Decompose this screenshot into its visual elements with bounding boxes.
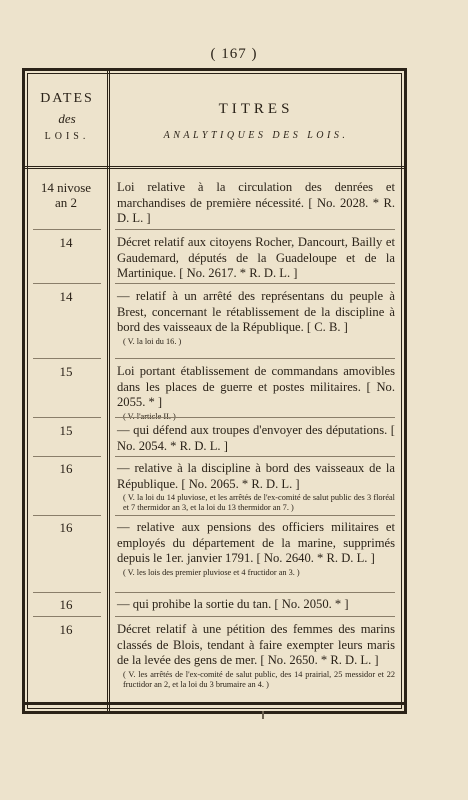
dates-header-line3: LOIS. — [44, 131, 90, 142]
entry-note: ( V. les arrêtés de l'ex-comité de salut public, des 14 prairial, 25 messidor et 22 fructidor an 2, et la loi du 3 brumaire an 4. ) — [123, 669, 395, 689]
row-separator — [115, 515, 395, 516]
row-separator — [115, 358, 395, 359]
row-separator — [115, 616, 395, 617]
entry-date: 14 nivose an 2 — [40, 180, 92, 210]
row-separator — [33, 616, 101, 617]
row-separator — [33, 229, 101, 230]
row-separator — [33, 515, 101, 516]
row-separator — [115, 283, 395, 284]
row-separator — [33, 592, 101, 593]
entry-text — [117, 520, 395, 578]
row-separator — [33, 456, 101, 457]
header-divider — [25, 166, 404, 169]
entry-date: 16 — [59, 597, 73, 612]
entry-text — [117, 622, 395, 690]
signature-mark — [262, 711, 264, 719]
entry-date: 14 — [59, 289, 73, 304]
row-separator — [115, 456, 395, 457]
entry-note: ( V. la loi du 16. ) — [123, 336, 182, 346]
row-separator — [115, 592, 395, 593]
entry-text — [117, 597, 395, 613]
entry-title: Loi portant établissement de commandans amovibles dans les places de guerre et postes militaires. [ No. 2055. * ] — [117, 364, 395, 409]
dates-header-line1: DATES — [40, 91, 94, 106]
entry-text — [117, 235, 395, 282]
entry-note: ( V. l'article II. ) — [123, 411, 176, 421]
entry-title: Loi relative à la circulation des denrées et marchandises de première nécessité. [ No. 2028. * R. D. L. ] — [117, 180, 395, 225]
entry-text — [117, 180, 395, 227]
entry-title: — relatif à un arrêté des représentans du peuple à Brest, concernant le rétablissement de la discipline à bord des vaisseaux de la République. [ C. B. ] — [117, 289, 395, 334]
entry-title: — qui défend aux troupes d'envoyer des députations. [ No. 2054. * R. D. L. ] — [117, 423, 395, 453]
row-separator — [115, 229, 395, 230]
entry-note: ( V. la loi du 14 pluviose, et les arrêtés de l'ex-comité de salut public des 3 floréal et 7 thermidor an 3, et la loi du 13 thermidor an 7. ) — [123, 493, 395, 512]
titles-header-line2: ANALYTIQUES DES LOIS. — [163, 130, 349, 141]
entry-title: — relative aux pensions des officiers militaires et employés du département de la marine, supprimés depuis le 1er. janvier 1791. [ No. 2640. * R. D. L. ] — [117, 520, 395, 565]
table-bottom-rule — [22, 702, 407, 705]
row-separator — [115, 417, 395, 418]
dates-header-line2: des — [58, 111, 76, 126]
titles-column-header — [115, 101, 397, 141]
entry-text — [117, 461, 395, 513]
entry-text — [117, 423, 395, 454]
titles-header-line1: TITRES — [218, 101, 294, 117]
entry-title: Décret relatif à une pétition des femmes des marins classés de Blois, tendant à faire exempter leurs maris de la levée des gens de mer. [ No. 2650. * R. D. L. ] — [117, 622, 395, 667]
entry-date: 16 — [59, 520, 73, 535]
row-separator — [33, 417, 101, 418]
entry-title: Décret relatif aux citoyens Rocher, Dancourt, Bailly et Gaudemard, députés de la Guadeloupe et de la Martinique. [ No. 2617. * R. D. L. ] — [117, 235, 395, 280]
row-separator — [33, 283, 101, 284]
laws-table — [22, 68, 407, 714]
entry-date: 15 — [59, 423, 73, 438]
entry-text — [117, 289, 395, 347]
entry-date: 16 — [59, 461, 73, 476]
entry-title: — relative à la discipline à bord des vaisseaux de la République. [ No. 2065. * R. D. L. ] — [117, 461, 395, 491]
entry-note: ( V. les lois des premier pluviose et 4 fructidor an 3. ) — [123, 567, 300, 577]
entry-date: 14 — [59, 235, 73, 250]
page-number: ( 167 ) — [210, 46, 258, 62]
entry-date: 15 — [59, 364, 73, 379]
dates-column-header — [29, 91, 105, 142]
entry-text — [117, 364, 395, 422]
entry-title: — qui prohibe la sortie du tan. [ No. 2050. * ] — [117, 597, 349, 611]
row-separator — [33, 358, 101, 359]
entry-date: 16 — [59, 622, 73, 637]
